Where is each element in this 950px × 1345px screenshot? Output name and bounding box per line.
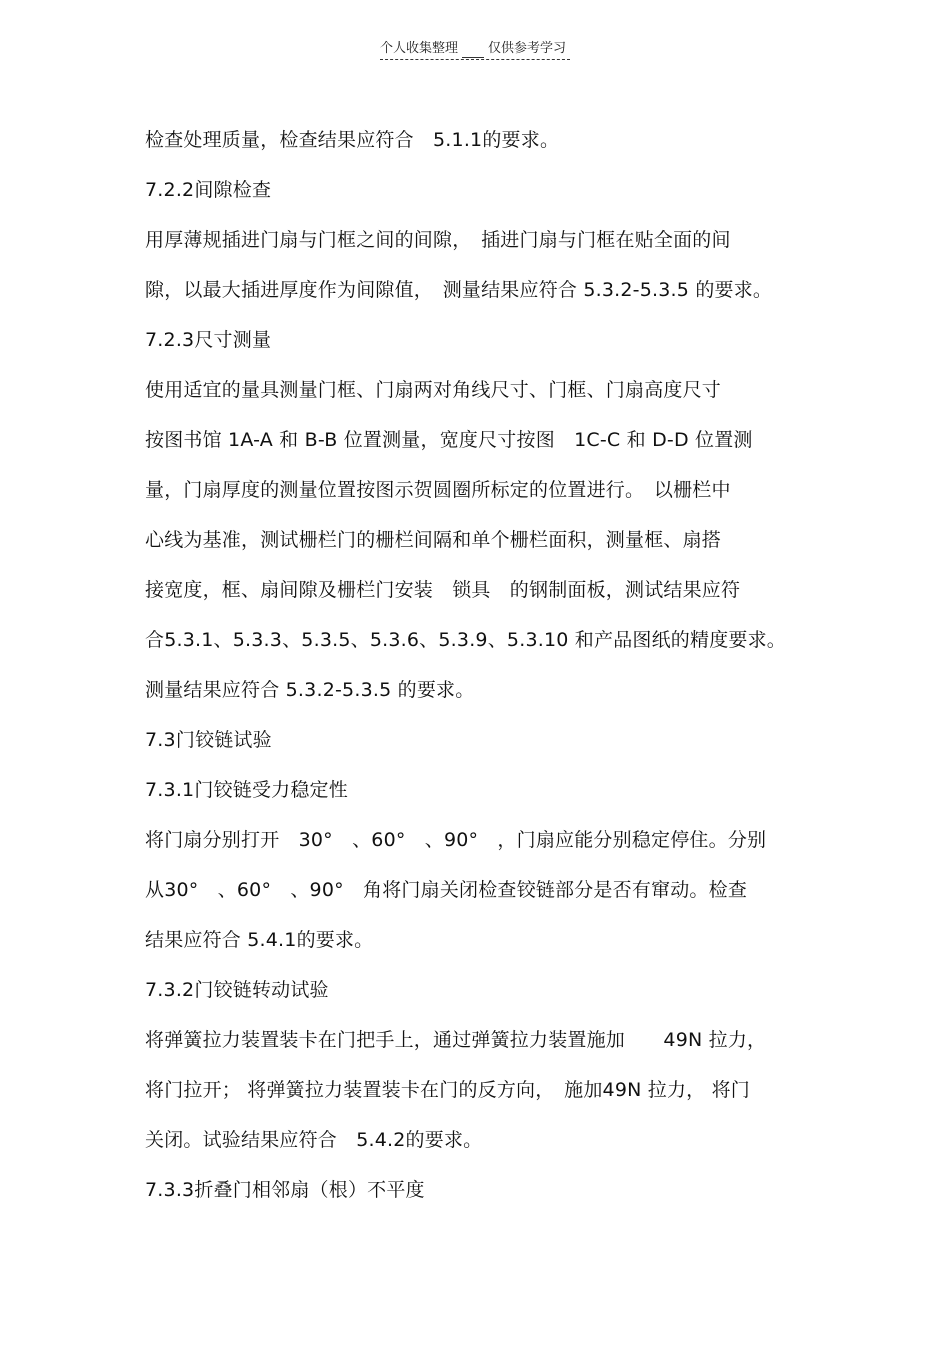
document-body: [145, 122, 815, 1222]
text-line-3: 用厚薄规插进门扇与门框之间的间隙， 插进门扇与门框在贴全面的间: [145, 229, 731, 251]
text-line-16: 从30° 、60° 、90° 角将门扇关闭检查铰链部分是否有窜动。检查: [145, 879, 748, 901]
section-heading-7-3: 7.3门铰链试验: [145, 729, 272, 751]
text-line-19: 将弹簧拉力装置装卡在门把手上，通过弹簧拉力装置施加 49N 拉力，: [145, 1029, 767, 1051]
text-line-9: 心线为基准，测试栅栏门的栅栏间隔和单个栅栏面积，测量框、扇搭: [145, 529, 722, 551]
section-heading-7-2-3: 7.2.3尺寸测量: [145, 329, 272, 351]
section-heading-7-3-3: 7.3.3折叠门相邻扇（根）不平度: [145, 1179, 425, 1201]
text-line-21: 关闭。试验结果应符合 5.4.2的要求。: [145, 1129, 483, 1151]
text-line-20: 将门拉开； 将弹簧拉力装置装卡在门的反方向， 施加49N 拉力， 将门: [145, 1079, 751, 1101]
header-right-text: 仅供参考学习: [488, 41, 567, 56]
section-heading-7-3-1: 7.3.1门铰链受力稳定性: [145, 779, 348, 801]
page-header: [380, 40, 570, 60]
text-line-6: 使用适宜的量具测量门框、门扇两对角线尺寸、门框、门扇高度尺寸: [145, 379, 722, 401]
text-line-7: 按图书馆 1A-A 和 B-B 位置测量，宽度尺寸按图 1C-C 和 D-D 位置测: [145, 429, 753, 451]
section-heading-7-3-2: 7.3.2门铰链转动试验: [145, 979, 329, 1001]
text-line-12: 测量结果应符合 5.3.2-5.3.5 的要求。: [145, 679, 475, 701]
text-line-8: 量，门扇厚度的测量位置按图示贺圆圈所标定的位置进行。 以栅栏中: [145, 479, 731, 501]
text-line-10: 接宽度，框、扇间隙及栅栏门安装 锁具 的钢制面板，测试结果应符: [145, 579, 741, 601]
text-line-11: 合5.3.1、5.3.3、5.3.5、5.3.6、5.3.9、5.3.10 和产品图纸的精度要求。: [145, 629, 786, 651]
section-heading-7-2-2: 7.2.2间隙检查: [145, 179, 272, 201]
text-line-4: 隙，以最大插进厚度作为间隙值， 测量结果应符合 5.3.2-5.3.5 的要求。: [145, 279, 773, 301]
header-separator: [462, 57, 484, 58]
text-line-1: 检查处理质量，检查结果应符合 5.1.1的要求。: [145, 129, 560, 151]
header-left-text: 个人收集整理: [380, 41, 459, 56]
text-line-17: 结果应符合 5.4.1的要求。: [145, 929, 374, 951]
text-line-15: 将门扇分别打开 30° 、60° 、90° ，门扇应能分别稳定停住。分别: [145, 829, 767, 851]
